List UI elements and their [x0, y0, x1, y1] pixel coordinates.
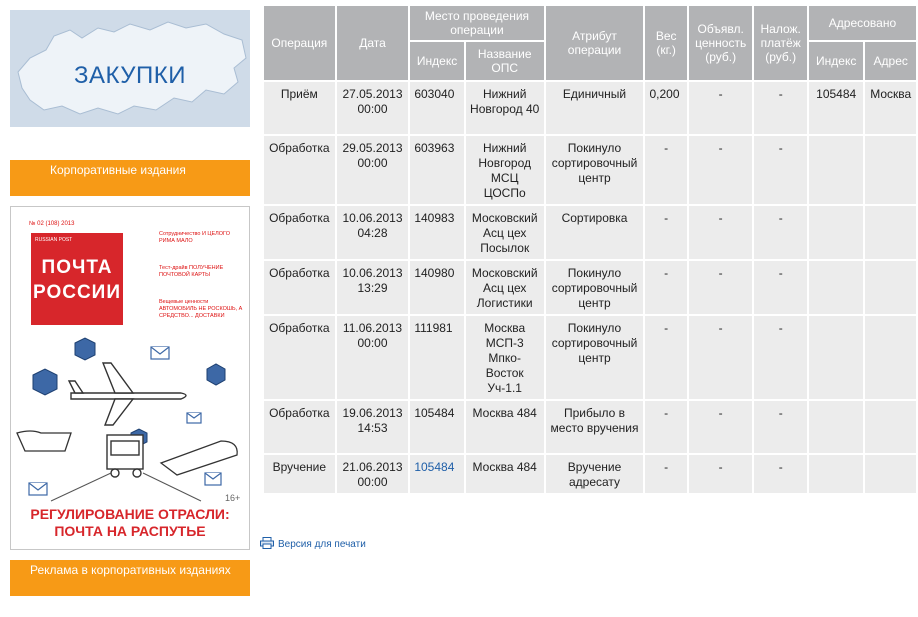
header-attribute: Атрибут операции [546, 6, 644, 80]
cell-cod: - [754, 401, 806, 453]
header-addressed: Адресовано [809, 6, 916, 40]
cell-cod: - [754, 261, 806, 314]
cell-addr-index [809, 401, 864, 453]
cell-ops-name: Нижний Новгород 40 [466, 82, 544, 134]
cell-attribute: Вручение адресату [546, 455, 644, 493]
magazine-illustration [11, 333, 250, 503]
magazine-bottom-line1: РЕГУЛИРОВАНИЕ ОТРАСЛИ: [30, 506, 230, 522]
cell-index: 140983 [410, 206, 464, 259]
cell-date-day: 19.06.2013 [342, 406, 403, 420]
cell-ops-name: Московский Асц цех Логистики [466, 261, 544, 314]
cell-date [337, 401, 409, 453]
cell-date [337, 136, 409, 204]
cell-cod: - [754, 206, 806, 259]
cell-operation: Обработка [264, 136, 335, 204]
cell-declared-value: - [689, 82, 753, 134]
cell-date [337, 261, 409, 314]
cell-index: 140980 [410, 261, 464, 314]
header-date: Дата [337, 6, 409, 80]
cell-addr-address [865, 136, 916, 204]
cell-addr-index [809, 316, 864, 399]
cell-index-link[interactable]: 105484 [410, 455, 464, 493]
cell-index: 105484 [410, 401, 464, 453]
cell-date-day: 27.05.2013 [342, 87, 403, 101]
table-row [264, 206, 916, 259]
cell-weight: - [645, 136, 686, 204]
cell-operation: Обработка [264, 316, 335, 399]
cell-declared-value: - [689, 316, 753, 399]
cell-attribute: Единичный [546, 82, 644, 134]
table-row [264, 401, 916, 453]
cell-date-time: 13:29 [357, 281, 388, 295]
zakupki-title: ЗАКУПКИ [74, 62, 186, 89]
cell-weight: - [645, 401, 686, 453]
magazine-age-rating: 16+ [225, 493, 241, 503]
table-row [264, 316, 916, 399]
magazine-subtitle: RUSSIAN POST [35, 237, 73, 243]
cell-ops-name: Москва 484 [466, 455, 544, 493]
magazine-issue: № 02 (108) 2013 [29, 221, 75, 227]
cell-addr-address [865, 401, 916, 453]
cell-date-day: 11.06.2013 [342, 321, 403, 335]
cell-date-time: 00:00 [357, 102, 388, 116]
header-index: Индекс [410, 42, 464, 80]
cell-index: 603963 [410, 136, 464, 204]
cell-weight: 0,200 [645, 82, 686, 134]
header-place: Место проведения операции [410, 6, 543, 40]
cell-addr-index [809, 455, 864, 493]
cell-weight: - [645, 206, 686, 259]
cell-ops-name: Москва 484 [466, 401, 544, 453]
cell-attribute: Прибыло в место вручения [546, 401, 644, 453]
table-row [264, 455, 916, 493]
cell-date-time: 00:00 [357, 156, 388, 170]
cell-addr-address: Москва [865, 82, 916, 134]
header-cod: Налож. платёж (руб.) [754, 6, 806, 80]
header-addr-index: Индекс [809, 42, 864, 80]
header-weight: Вес (кг.) [645, 6, 686, 80]
header-addr-address: Адрес [865, 42, 916, 80]
cell-declared-value: - [689, 261, 753, 314]
magazine-logo-line2: РОССИИ [33, 282, 121, 303]
cell-declared-value: - [689, 136, 753, 204]
magazine-logo [31, 233, 123, 325]
cell-ops-name: Нижний Новгород МСЦ ЦОСПо [466, 136, 544, 204]
cell-addr-address [865, 316, 916, 399]
cell-date-day: 10.06.2013 [342, 211, 403, 225]
cell-operation: Приём [264, 82, 335, 134]
print-version-label: Версия для печати [278, 539, 366, 551]
tracking-table [262, 4, 918, 495]
cell-addr-index: 105484 [809, 82, 864, 134]
cell-date-time: 00:00 [357, 336, 388, 350]
cell-date-time: 14:53 [357, 421, 388, 435]
table-row [264, 136, 916, 204]
cell-date [337, 82, 409, 134]
cell-weight: - [645, 261, 686, 314]
cell-addr-index [809, 136, 864, 204]
cell-addr-index [809, 261, 864, 314]
magazine-headline-3: Вещевые ценности АВТОМОБИЛЬ НЕ РОСКОШЬ, А СРЕДСТВО... ДОСТАВКИ [159, 299, 243, 319]
corporate-publications-button[interactable]: Корпоративные издания [10, 160, 250, 196]
cell-addr-address [865, 261, 916, 314]
cell-declared-value: - [689, 206, 753, 259]
cell-attribute: Покинуло сортировочный центр [546, 261, 644, 314]
cell-attribute: Сортировка [546, 206, 644, 259]
header-operation: Операция [264, 6, 335, 80]
cell-weight: - [645, 316, 686, 399]
magazine-cover[interactable] [10, 206, 250, 550]
cell-ops-name: Московский Асц цех Посылок [466, 206, 544, 259]
cell-attribute: Покинуло сортировочный центр [546, 316, 644, 399]
cell-date [337, 455, 409, 493]
cell-declared-value: - [689, 455, 753, 493]
corporate-ads-button[interactable]: Реклама в корпоративных изданиях [10, 560, 250, 596]
cell-addr-address [865, 455, 916, 493]
zakupki-banner[interactable] [10, 10, 250, 127]
magazine-bottom-line2: ПОЧТА НА РАСПУТЬЕ [54, 523, 206, 539]
magazine-bottom-title [11, 506, 249, 540]
cell-attribute: Покинуло сортировочный центр [546, 136, 644, 204]
print-version-link[interactable] [260, 537, 366, 552]
magazine-logo-line1: ПОЧТА [41, 257, 113, 278]
cell-index: 603040 [410, 82, 464, 134]
cell-date-time: 00:00 [357, 475, 388, 489]
cell-index: 111981 [410, 316, 464, 399]
cell-date-day: 21.06.2013 [342, 460, 403, 474]
cell-cod: - [754, 136, 806, 204]
cell-date-day: 29.05.2013 [342, 141, 403, 155]
cell-operation: Обработка [264, 261, 335, 314]
cell-addr-address [865, 206, 916, 259]
header-ops-name: Название ОПС [466, 42, 544, 80]
cell-cod: - [754, 82, 806, 134]
cell-cod: - [754, 455, 806, 493]
cell-date [337, 206, 409, 259]
magazine-headline-1: Сотрудничество И ЦЕЛОГО РИМА МАЛО [159, 231, 231, 244]
cell-operation: Обработка [264, 401, 335, 453]
cell-ops-name: Москва МСП-3 Мпко-Восток Уч-1.1 [466, 316, 544, 399]
cell-addr-index [809, 206, 864, 259]
cell-date-day: 10.06.2013 [342, 266, 403, 280]
magazine-headline-2: Тест-драйв ПОЛУЧЕНИЕ ПОЧТОВОЙ КАРТЫ [159, 265, 224, 278]
table-row [264, 261, 916, 314]
cell-declared-value: - [689, 401, 753, 453]
cell-weight: - [645, 455, 686, 493]
cell-cod: - [754, 316, 806, 399]
cell-operation: Обработка [264, 206, 335, 259]
cell-operation: Вручение [264, 455, 335, 493]
printer-icon [260, 537, 274, 552]
header-declared-value: Объявл. ценность (руб.) [689, 6, 753, 80]
cell-date [337, 316, 409, 399]
table-row [264, 82, 916, 134]
cell-date-time: 04:28 [357, 226, 388, 240]
